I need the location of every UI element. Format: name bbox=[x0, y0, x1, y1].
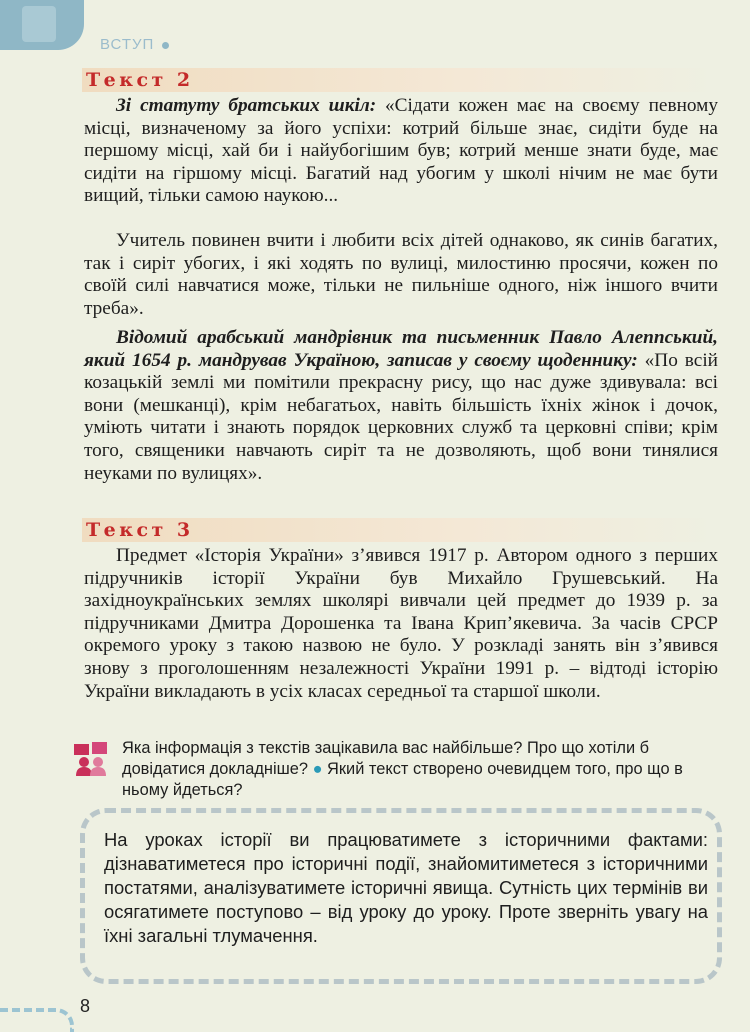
text2-p3-body: «По всій козацькій землі ми помітили прекрасну рису, що нас дуже здивувала: всі вони (мешканці), крім небагатьох, навіть більшість їхніх жінок і дочок, уміють читати і знають порядок церковних служб та церковні співи; крім того, священики навчають сиріт та не дозволяють, щоб вони тинялися неуками по вулицях». bbox=[84, 349, 718, 484]
text2-p1-body: «Сідати кожен має на своєму певному місці, визначеному за його успіхи: котрий більше знає, сидіти буде на першому місці, хай би і найубогішим був; котрий менше знати буде, має сидіти на гіршому місці. Багатий над убогим у школі нічим не має бути вищий, тільки самою наукою... bbox=[84, 95, 718, 207]
text3-heading bbox=[82, 518, 718, 542]
section-label-text: ВСТУП bbox=[100, 36, 155, 53]
bullet-dot-icon: ● bbox=[312, 760, 323, 778]
text2-paragraph-1 bbox=[84, 95, 718, 208]
group-discussion-icon bbox=[74, 742, 108, 776]
text2-p3-lead: Відомий арабський мандрівник та письменник Павло Алеппський, який 1654 р. мандрував Україною, записав у своєму щоденнику: bbox=[84, 327, 718, 371]
corner-tab-decoration bbox=[0, 0, 84, 50]
task-question-2: Який текст створено очевидцем того, про що в ньому йдеться? bbox=[122, 760, 683, 799]
text2-heading-label: Текст 2 bbox=[86, 69, 194, 91]
text2-heading bbox=[82, 68, 718, 92]
book-thumbnail-icon bbox=[22, 6, 56, 42]
task-question-1: Яка інформація з текстів зацікавила вас найбільше? Про що хотіли б довідатися докладніше? bbox=[122, 739, 650, 778]
text2-paragraph-2: Учитель повинен вчити і любити всіх дітей однаково, як синів багатих, так і сиріт убогих, і які ходять по вулиці, милостиню просячи, кожен по своїй силі навчатися може, тільки не пильніше одного, ніж іншого вчити треба». bbox=[84, 230, 718, 319]
task-questions bbox=[122, 738, 722, 801]
info-box-text: На уроках історії ви працюватимете з історичними фактами: дізнаватиметеся про історичні події, знайомитиметеся з історичними постатями, аналізуватимете історичні явища. Сутність цих термінів ви осягатимете поступово – від уроку до уроку. Проте зверніть увагу на їхні загальні тлумачення. bbox=[104, 829, 708, 946]
page-number: 8 bbox=[80, 996, 91, 1016]
section-label bbox=[100, 36, 169, 53]
bottom-dashed-decoration bbox=[0, 1008, 74, 1032]
text3-paragraph-1: Предмет «Історія України» з’явився 1917 р. Автором одного з перших підручників історії України був Михайло Грушевський. На західноукраїнських землях школярі вивчали цей предмет до 1939 р. за підручниками Дмитра Дорошенка та Івана Крип’якевича. За часів СРСР окремого уроку з такою назвою не було. У розкладі занять він з’явився знову з проголошенням незалежності України 1991 р. – відтоді історію України викладають в усіх класах середньої та старшої школи. bbox=[84, 545, 718, 702]
text3-heading-label: Текст 3 bbox=[86, 519, 194, 541]
text2-paragraph-3 bbox=[84, 327, 718, 485]
section-dot-icon bbox=[162, 42, 169, 49]
text2-p1-lead: Зі статуту братських шкіл: bbox=[116, 95, 377, 116]
